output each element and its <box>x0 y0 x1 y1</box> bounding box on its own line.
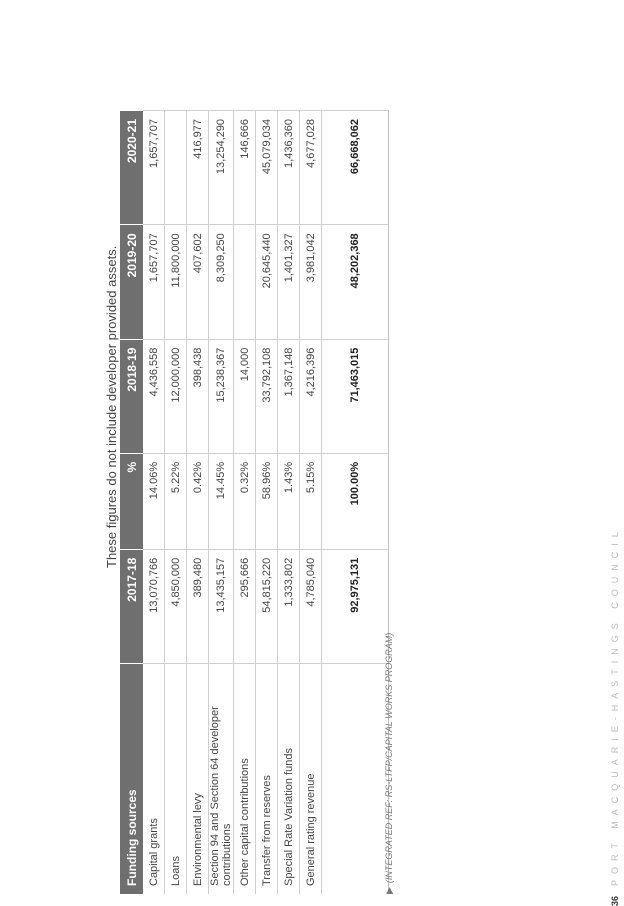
table-row <box>165 111 187 895</box>
cell-2018-19: 1,367,148 <box>278 339 300 453</box>
cell-2017-18: 4,785,040 <box>300 549 322 663</box>
table-row <box>278 111 300 895</box>
header-funding-sources: Funding sources <box>120 664 143 895</box>
header-2019-20: 2019-20 <box>120 225 143 339</box>
table-row <box>234 111 256 895</box>
row-label: Other capital contributions <box>234 664 256 895</box>
cell-2020-21: 1,657,707 <box>143 111 165 225</box>
cell-percent: 5.15% <box>300 453 322 549</box>
header-percent: % <box>120 453 143 549</box>
cell-2019-20: 1,657,707 <box>143 225 165 339</box>
cell-2020-21: 45,079,034 <box>256 111 278 225</box>
cell-2017-18: 13,070,766 <box>143 549 165 663</box>
row-label: Environmental levy <box>187 664 209 895</box>
cell-percent: 58.96% <box>256 453 278 549</box>
cell-2017-18: 389,480 <box>187 549 209 663</box>
row-label: Loans <box>165 664 187 895</box>
page-number: 36 <box>610 895 620 906</box>
header-2018-19: 2018-19 <box>120 339 143 453</box>
total-2019-20: 48,202,368 <box>322 225 389 339</box>
reference-text: (INTEGRATED REF: RS-LTFP/CAPITAL WORKS PROGRAM) <box>384 632 394 884</box>
cell-2020-21: 13,254,290 <box>209 111 234 225</box>
cell-2017-18: 13,435,157 <box>209 549 234 663</box>
cell-percent: 0.32% <box>234 453 256 549</box>
total-2017-18: 92,975,131 <box>322 549 389 663</box>
cell-percent: 14.45% <box>209 453 234 549</box>
row-label: Transfer from reserves <box>256 664 278 895</box>
cell-percent: 0.42% <box>187 453 209 549</box>
cell-2019-20: 20,645,440 <box>256 225 278 339</box>
cell-2020-21: 4,677,028 <box>300 111 322 225</box>
footer-council-name: PORT MACQUARIE-HASTINGS COUNCIL <box>610 526 620 886</box>
cell-percent: 5.22% <box>165 453 187 549</box>
total-2020-21: 66,668,062 <box>322 111 389 225</box>
cell-2017-18: 1,333,802 <box>278 549 300 663</box>
table-header-row <box>120 111 143 895</box>
cell-2018-19: 4,436,558 <box>143 339 165 453</box>
row-label: Special Rate Variation funds <box>278 664 300 895</box>
page-footer <box>610 526 620 906</box>
header-2020-21: 2020-21 <box>120 111 143 225</box>
cell-2020-21: 146,666 <box>234 111 256 225</box>
cell-2017-18: 54,815,220 <box>256 549 278 663</box>
arrow-right-icon: ▶ <box>384 887 394 894</box>
integrated-reference <box>384 633 395 894</box>
row-label: Capital grants <box>143 664 165 895</box>
cell-2020-21: 416,977 <box>187 111 209 225</box>
total-label <box>322 664 389 895</box>
cell-2020-21 <box>165 111 187 225</box>
row-label: General rating revenue <box>300 664 322 895</box>
cell-2018-19: 398,438 <box>187 339 209 453</box>
cell-2018-19: 14,000 <box>234 339 256 453</box>
table-note: These figures do not include developer provided assets. <box>104 245 119 568</box>
table-row <box>143 111 165 895</box>
header-2017-18: 2017-18 <box>120 549 143 663</box>
table-row <box>300 111 322 895</box>
cell-2019-20: 8,309,250 <box>209 225 234 339</box>
cell-2017-18: 295,666 <box>234 549 256 663</box>
table-row <box>256 111 278 895</box>
cell-2018-19: 33,792,108 <box>256 339 278 453</box>
cell-2019-20: 3,981,042 <box>300 225 322 339</box>
table-row <box>187 111 209 895</box>
cell-2020-21: 1,436,360 <box>278 111 300 225</box>
row-label: Section 94 and Section 64 developer contributions <box>209 664 234 895</box>
funding-sources-table <box>120 110 389 894</box>
cell-2019-20 <box>234 225 256 339</box>
total-percent: 100.00% <box>322 453 389 549</box>
total-2018-19: 71,463,015 <box>322 339 389 453</box>
cell-2018-19: 12,000,000 <box>165 339 187 453</box>
cell-2019-20: 407,602 <box>187 225 209 339</box>
cell-2018-19: 4,216,396 <box>300 339 322 453</box>
cell-percent: 1.43% <box>278 453 300 549</box>
cell-2019-20: 11,800,000 <box>165 225 187 339</box>
cell-2017-18: 4,850,000 <box>165 549 187 663</box>
total-row <box>322 111 389 895</box>
table-row <box>209 111 234 895</box>
cell-2019-20: 1,401,327 <box>278 225 300 339</box>
cell-percent: 14.06% <box>143 453 165 549</box>
cell-2018-19: 15,238,367 <box>209 339 234 453</box>
